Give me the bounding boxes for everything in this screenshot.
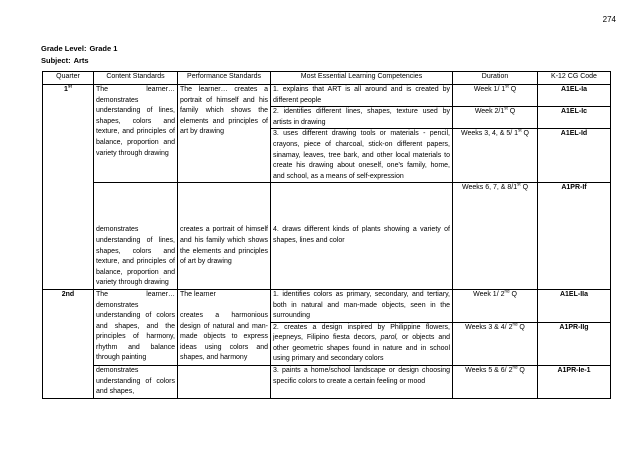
duration-quarter: Q: [507, 108, 516, 116]
competency-cell: 1. identifies colors as primary, secondary, and tertiary, both in natural and man-made objects, seen in the surrounding: [271, 289, 453, 322]
duration-text: Week 1/ 1: [473, 86, 506, 93]
duration-cell: [453, 289, 538, 322]
subject-label: Subject:: [41, 56, 71, 65]
duration-quarter: Q: [508, 86, 517, 93]
competency-emphasis: parol,: [380, 334, 399, 342]
performance-standard-cell: [178, 183, 271, 290]
duration-cell: [453, 366, 538, 399]
header-content-standards: Content Standards: [94, 72, 178, 85]
duration-quarter: Q: [509, 290, 517, 298]
duration-cell: [453, 183, 538, 290]
header-duration: Duration: [453, 72, 538, 85]
code-cell: A1EL-Ic: [538, 107, 611, 129]
performance-standard-intro: The learner: [180, 290, 216, 298]
duration-suffix: st: [518, 128, 522, 134]
content-standard-cell: The learner… demonstrates understanding of colors and shapes, and the principles of harmony, rhythm and balance through painting: [94, 289, 178, 365]
code-cell: A1PR-If: [538, 183, 611, 290]
duration-text: Weeks 5 & 6/ 2: [465, 367, 513, 375]
competency-cell: 2. identifies different lines, shapes, texture used by artists in drawing: [271, 107, 453, 129]
header-performance-standards: Performance Standards: [178, 72, 271, 85]
header-competencies: Most Essential Learning Competencies: [271, 72, 453, 85]
code-cell: A1EL-Id: [538, 129, 611, 183]
grade-level-value: Grade 1: [89, 44, 118, 53]
duration-cell: [453, 107, 538, 129]
code-cell: A1EL-Ia: [538, 85, 611, 107]
content-standard-text: demonstrates understanding of lines, shapes, colors and texture, and principles of balance, proportion and variety through drawing: [96, 226, 175, 287]
code-cell: A1PR-Ie-1: [538, 366, 611, 399]
competency-cell: [271, 183, 453, 290]
competency-cell: 3. uses different drawing tools or materials - pencil, crayons, piece of charcoal, stick-on different papers, sinamay, leaves, tree bark, and other local materials to create his drawing about oneself, one's family, home, and school, as a means of self-expression: [271, 129, 453, 183]
quarter-number: 1: [64, 86, 68, 93]
spacer: [96, 183, 175, 225]
duration-suffix: nd: [504, 288, 510, 294]
performance-standard-text: creates a harmonious design of natural and man-made objects to express ideas using colors and shapes, and harmony: [180, 312, 268, 362]
duration-suffix: nd: [512, 321, 518, 327]
duration-suffix: st: [517, 182, 521, 188]
duration-quarter: Q: [517, 367, 525, 375]
document-meta: [41, 43, 117, 67]
competency-cell: 1. explains that ART is all around and is created by different people: [271, 85, 453, 107]
content-standard-cell: [94, 183, 178, 290]
spacer: [180, 301, 268, 312]
table-row: [43, 85, 611, 107]
duration-text: Week 1/ 2: [473, 290, 505, 298]
duration-quarter: Q: [520, 184, 529, 192]
duration-text: Week 2/1: [474, 108, 505, 116]
quarter-cell: 2nd: [43, 289, 94, 398]
duration-text: Weeks 3, 4, & 5/ 1: [461, 130, 519, 138]
competency-text: or objects and other geometric shapes found in nature and in school using primary and secondary colors: [273, 334, 451, 363]
performance-standard-text: creates a portrait of himself and his family which shows the elements and principles of art by drawing: [180, 226, 268, 266]
header-quarter: Quarter: [43, 72, 94, 85]
duration-cell: [453, 129, 538, 183]
duration-cell: [453, 85, 538, 107]
competency-text: 2. creates a design inspired by Philippine flowers, jeepneys, Filipino fiesta decors,: [273, 323, 450, 342]
subject-value: Arts: [73, 56, 89, 65]
performance-standard-cell: [178, 366, 271, 399]
competency-cell: 3. paints a home/school landscape or design choosing specific colors to create a certain feeling or mood: [271, 366, 453, 399]
table-header-row: [43, 72, 611, 85]
header-code: K-12 CG Code: [538, 72, 611, 85]
spacer: [273, 183, 450, 225]
performance-standard-cell: The learner… creates a portrait of himself and his family which shows the elements and principles of art by drawing: [178, 85, 271, 183]
duration-suffix: nd: [512, 364, 518, 370]
grade-level-line: [41, 43, 117, 55]
page-number: 274: [602, 15, 616, 24]
grade-level-label: Grade Level:: [41, 44, 87, 53]
performance-standard-cell: [178, 289, 271, 365]
competency-cell: [271, 322, 453, 365]
table-row: [43, 366, 611, 399]
duration-quarter: Q: [521, 130, 529, 138]
duration-text: Weeks 3 & 4/ 2: [465, 323, 513, 331]
table-row: [43, 289, 611, 322]
quarter-suffix: st: [67, 83, 72, 89]
duration-suffix: st: [504, 105, 508, 111]
spacer: [180, 183, 268, 225]
curriculum-table: [42, 71, 611, 399]
quarter-cell: [43, 85, 94, 290]
subject-line: [41, 55, 117, 67]
duration-quarter: Q: [517, 323, 525, 331]
competency-text: 4. draws different kinds of plants showing a variety of shapes, lines and color: [273, 226, 450, 244]
code-cell: A1EL-IIa: [538, 289, 611, 322]
duration-cell: [453, 322, 538, 365]
table-row: [43, 183, 611, 290]
code-cell: A1PR-IIg: [538, 322, 611, 365]
content-standard-cell: demonstrates understanding of colors and shapes,: [94, 366, 178, 399]
duration-suffix: st: [505, 83, 509, 89]
duration-text: Weeks 6, 7, & 8/1: [461, 184, 518, 192]
content-standard-cell: The learner… demonstrates understanding of lines, shapes, colors and texture, and principles of balance, proportion and variety through drawing: [94, 85, 178, 183]
